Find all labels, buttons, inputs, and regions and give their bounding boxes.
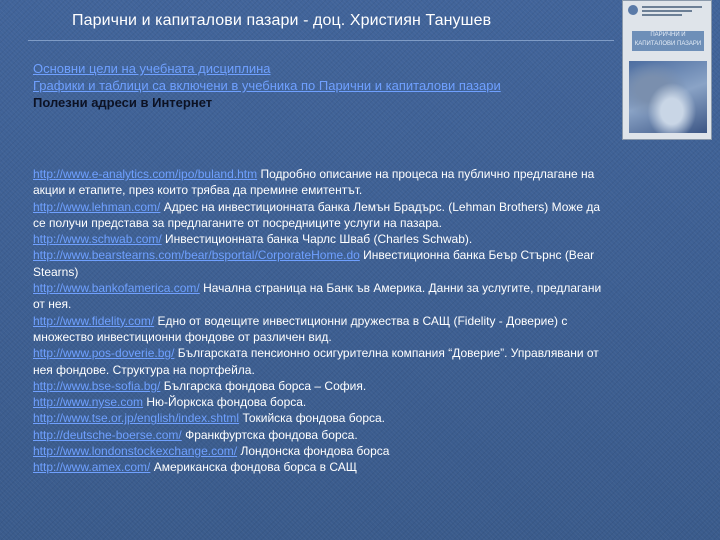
resource-link[interactable]: http://www.lehman.com/ [33,199,161,214]
resource-description: Ню-Йоркска фондова борса. [143,395,307,410]
resource-link[interactable]: http://www.nyse.com [33,395,144,410]
resource-description: Франкфуртска фондова борса. [181,427,358,442]
textbook-cover-image [622,0,712,140]
resource-link[interactable]: http://www.bankofamerica.com/ [33,281,200,296]
resource-description: Начална страница на Банк ъв Америка. Данни за услугите, предлагани от нея. [33,281,602,312]
title-divider [28,40,614,41]
resource-link[interactable]: http://www.schwab.com/ [33,232,162,247]
university-logo-icon [628,5,638,15]
resource-description: Токийска фондова борса. [239,411,386,426]
resource-description: Адрес на инвестиционната банка Лемън Брадърс. (Lehman Brothers) Може да се получи представа за предлаганите от посредниците услуги на пазара. [33,199,601,230]
resource-description: Инвестиционната банка Чарлс Шваб (Charles Schwab). [161,232,473,247]
nav-link-charts-tables[interactable]: Графики и таблици са включени в учебника по Парични и капиталови пазари [33,78,501,93]
nav-link-course-goals[interactable]: Основни цели на учебната дисциплина [33,61,271,76]
resource-link[interactable]: http://www.tse.or.jp/english/index.shtml [33,411,240,426]
cover-header [626,4,708,18]
resource-description: Едно от водещите инвестиционни дружества в САЩ (Fidelity - Доверие) с множество инвестиционни фондове от различен вид. [33,313,568,344]
section-nav [33,60,623,111]
resource-description: Лондонска фондова борса [237,444,390,459]
resource-link[interactable]: http://www.e-analytics.com/ipo/buland.htm [33,167,258,181]
resource-list [33,166,613,476]
resource-link[interactable]: http://www.bearstearns.com/bear/bsportal/CorporateHome.do [33,248,360,263]
resource-link[interactable]: http://www.pos-doverie.bg/ [33,346,175,361]
resource-link[interactable]: http://deutsche-boerse.com/ [33,427,182,442]
resource-description: Инвестиционна банка Беър Стърнс (Bear Stearns) [33,248,595,279]
resource-link[interactable]: http://www.amex.com/ [33,460,151,475]
nav-current-useful-addresses: Полезни адреси в Интернет [33,95,213,110]
resource-description: Българската пенсионно осигурителна компания “Доверие”. Управлявани от нея фондове. Структура на портфейла. [33,346,599,377]
resource-description: Американска фондова борса в САЩ [150,460,358,475]
resource-link[interactable]: http://www.fidelity.com/ [33,313,155,328]
slide-title: Парични и капиталови пазари - доц. Християн Танушев [72,12,492,29]
resource-link[interactable]: http://www.bse-sofia.bg/ [33,378,161,393]
cover-title: ПАРИЧНИ И КАПИТАЛОВИ ПАЗАРИ [632,31,704,51]
resource-link[interactable]: http://www.londonstockexchange.com/ [33,444,238,459]
resource-description: Подробно описание на процеса на публично предлагане на акции и етапите, през които трябва да премине емитентът. [33,167,595,198]
cover-photo [629,61,707,133]
resource-description: Българска фондова борса – София. [160,378,367,393]
